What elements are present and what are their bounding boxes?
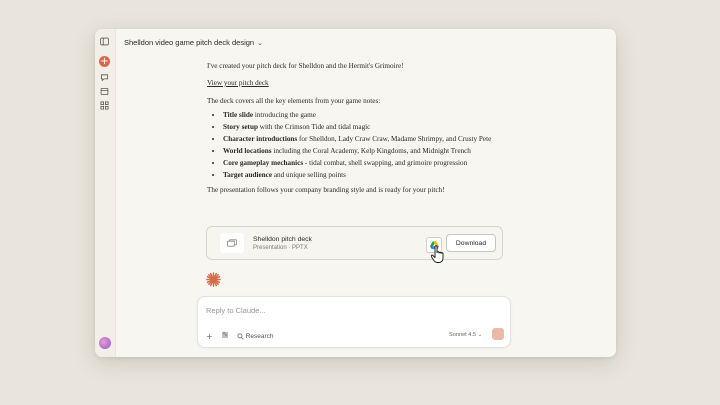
research-button[interactable] — [237, 333, 274, 340]
view-pitch-deck-link[interactable]: View your pitch deck — [207, 79, 269, 87]
chevron-down-icon: ⌄ — [257, 38, 263, 47]
list-item: • Title slide introducing the game — [223, 111, 517, 120]
chat-title-menu[interactable] — [124, 38, 263, 47]
artifact-subtitle: Presentation · PPTX — [253, 245, 308, 251]
key-elements-list — [207, 111, 517, 180]
list-item: • Character introductions for Shelldon, Lady Craw Craw, Madame Shrimpy, and Crusty Pete — [223, 135, 517, 144]
chats-icon[interactable] — [100, 73, 109, 82]
tools-icon[interactable] — [221, 331, 229, 341]
hand-cursor-icon — [431, 245, 445, 263]
model-selector[interactable] — [449, 332, 482, 338]
list-item: • Target audience and unique selling points — [223, 171, 517, 180]
message-closing: The presentation follows your company branding style and is ready for your pitch! — [207, 186, 445, 194]
chevron-down-icon: ⌄ — [477, 332, 483, 338]
list-item: • World locations including the Coral Academy, Kelp Kingdoms, and Midnight Trench — [223, 147, 517, 156]
sidebar-toggle-icon[interactable] — [100, 37, 109, 46]
model-label: Sonnet 4.5 — [449, 332, 477, 338]
app-window — [95, 29, 616, 357]
search-icon — [237, 333, 244, 340]
claude-spark-icon — [206, 272, 221, 287]
list-item: • Story setup with the Crimson Tide and tidal magic — [223, 123, 517, 132]
composer-toolbar — [206, 331, 274, 341]
reply-composer[interactable] — [197, 296, 511, 348]
assistant-message — [207, 62, 517, 195]
download-button[interactable]: Download — [446, 234, 496, 252]
slides-icon — [227, 239, 237, 247]
presentation-thumbnail — [220, 233, 244, 253]
chat-title: Shelldon video game pitch deck design — [124, 38, 255, 47]
projects-icon[interactable] — [100, 87, 109, 96]
research-label: Research — [245, 332, 274, 340]
message-intro: I've created your pitch deck for Shelldon and the Hermit's Grimoire! — [207, 62, 404, 70]
send-button[interactable] — [492, 328, 504, 340]
new-chat-button[interactable]: + — [100, 56, 109, 67]
sidebar-rail — [95, 29, 116, 357]
reply-input[interactable]: Reply to Claude... — [206, 306, 266, 315]
artifact-title: Shelldon pitch deck — [253, 236, 312, 243]
plus-icon[interactable]: + — [206, 331, 213, 341]
user-avatar[interactable] — [99, 337, 111, 349]
artifacts-icon[interactable] — [100, 101, 109, 110]
artifact-card[interactable] — [206, 226, 503, 260]
list-item: • Core gameplay mechanics - tidal combat, shell swapping, and grimoire progression — [223, 159, 517, 168]
message-covers: The deck covers all the key elements from your game notes: — [207, 97, 381, 105]
